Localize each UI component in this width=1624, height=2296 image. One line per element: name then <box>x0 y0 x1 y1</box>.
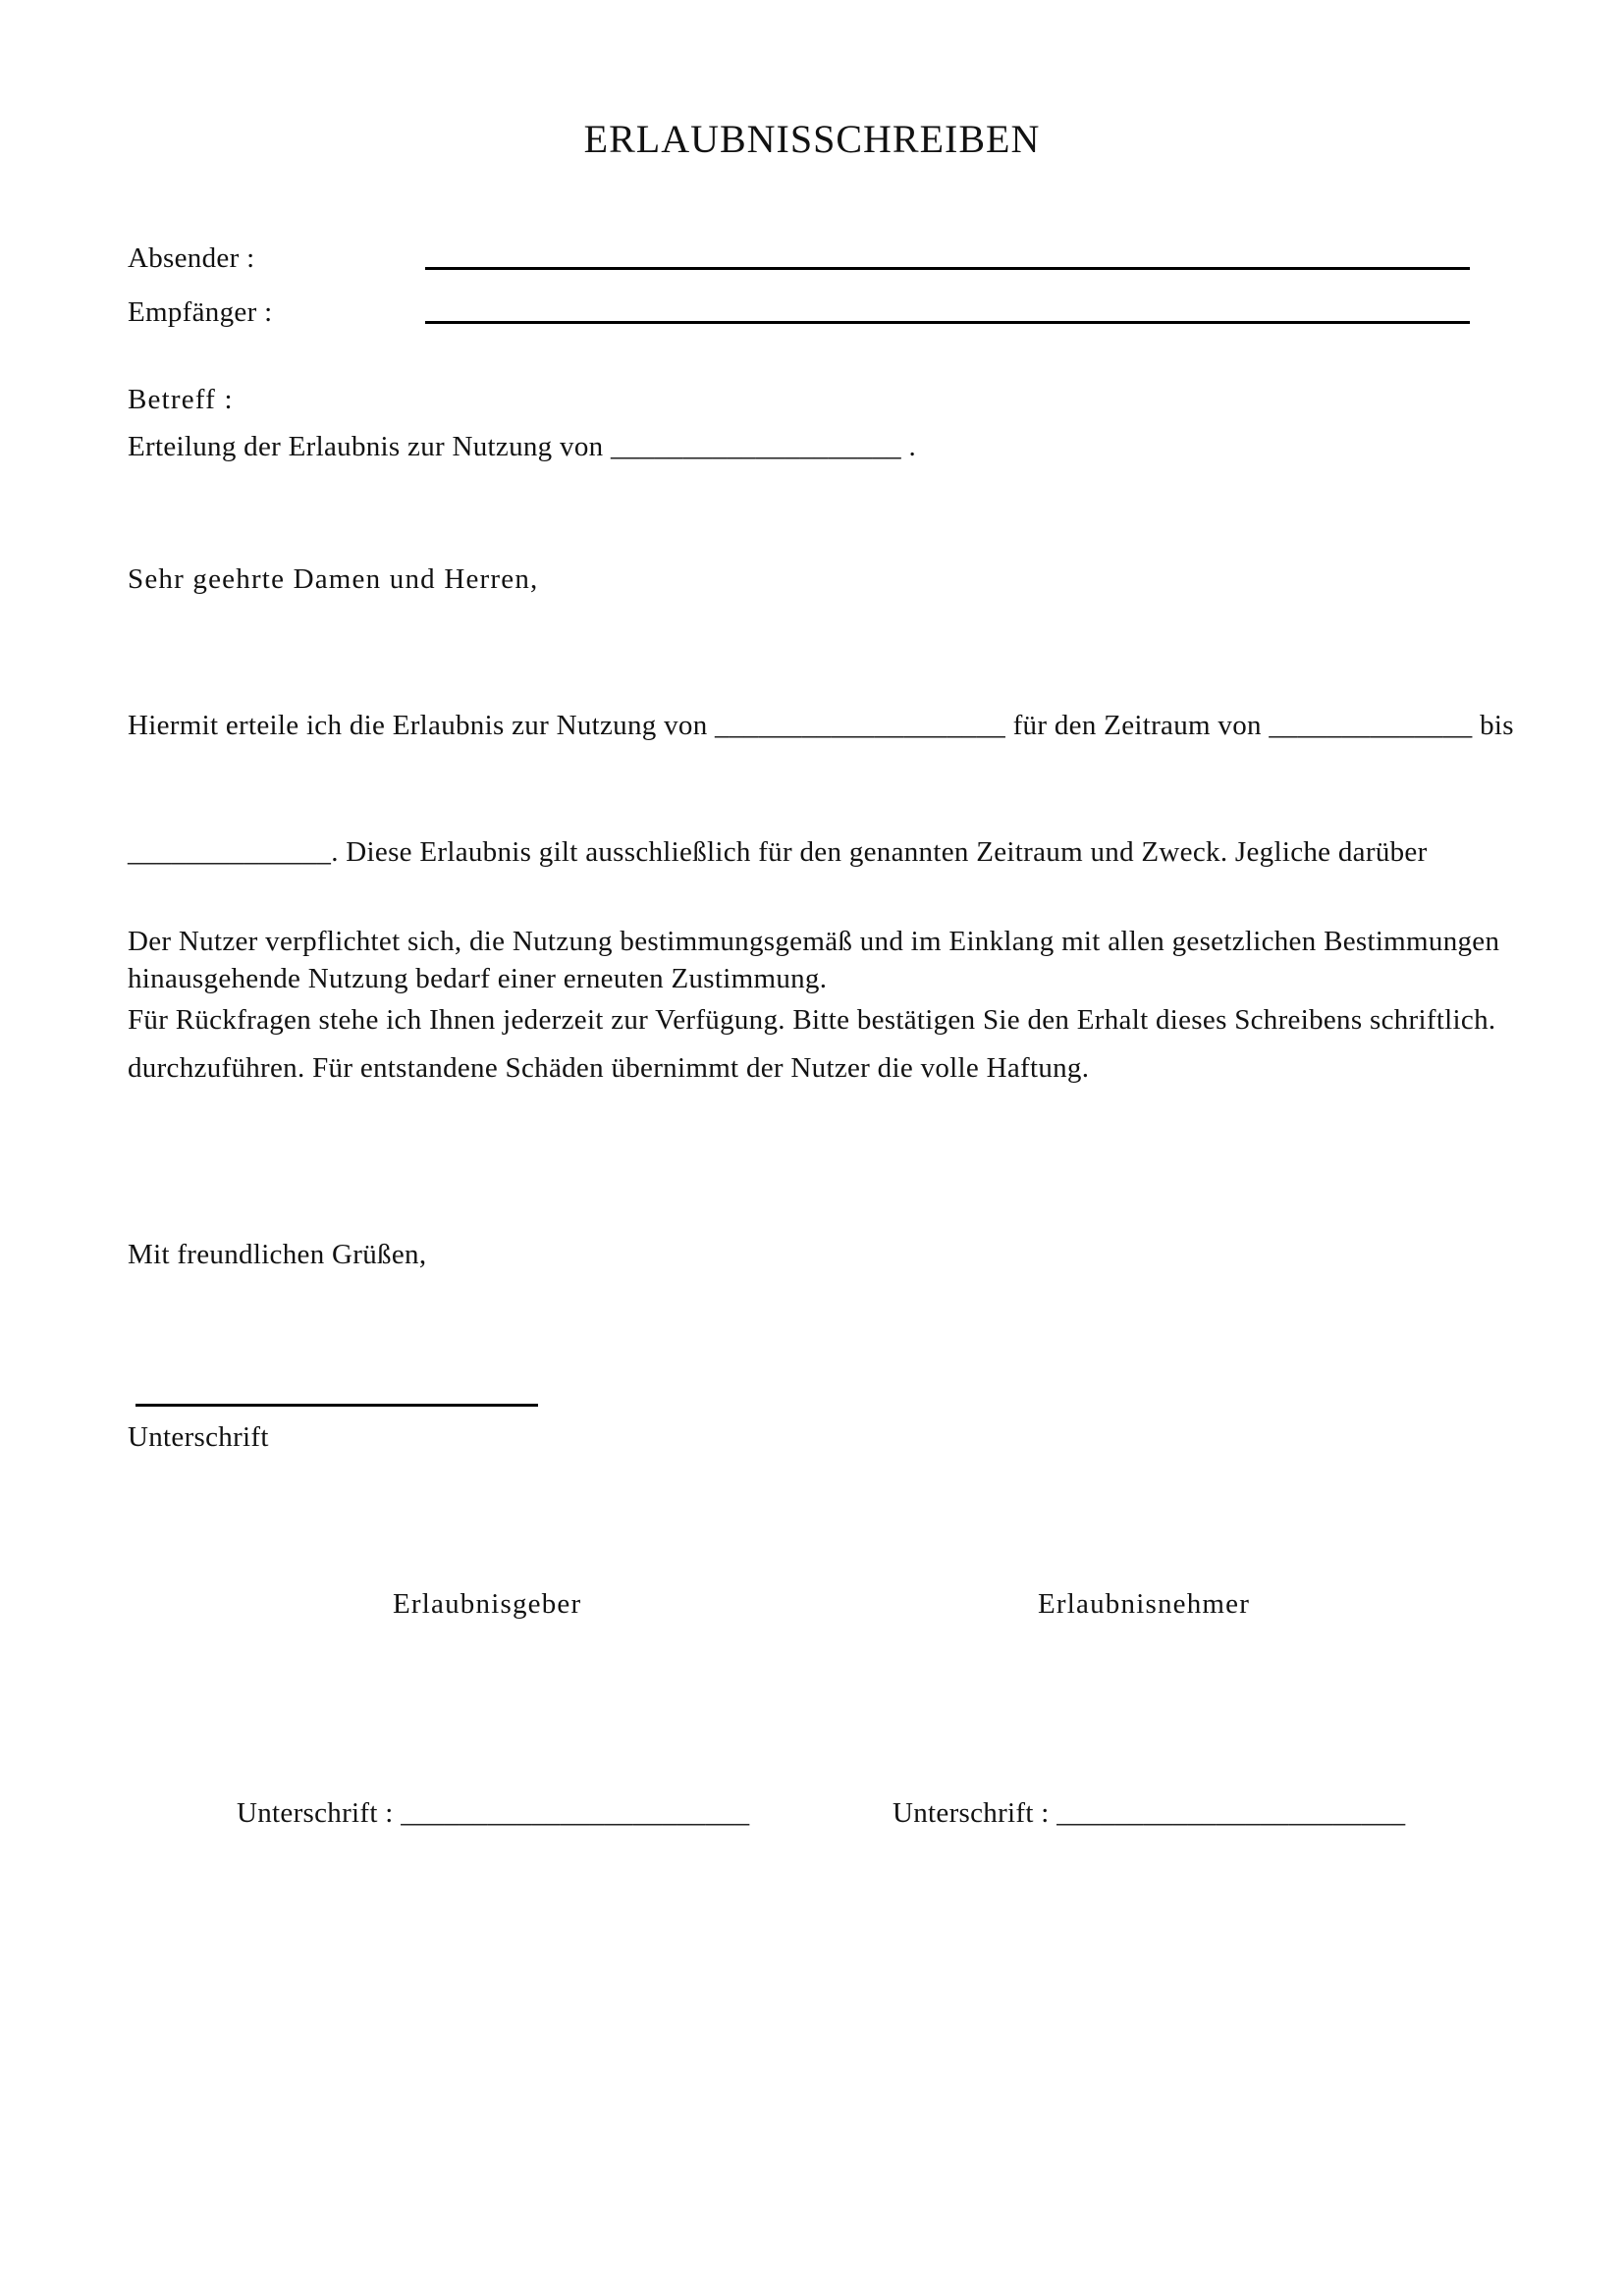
recipient-label: Empfänger : <box>128 296 273 328</box>
sender-label: Absender : <box>128 242 255 274</box>
paragraph-liability-line1: Der Nutzer verpflichtet sich, die Nutzung bestimmungsgemäß und im Einklang mit allen gesetzlichen Bestimmungen <box>128 926 1500 957</box>
closing: Mit freundlichen Grüßen, <box>128 1239 427 1270</box>
grantee-signature-blank[interactable]: ________________________ <box>1056 1797 1406 1829</box>
grantee-signature-label: Unterschrift : <box>893 1797 1050 1829</box>
signature-line[interactable] <box>135 1404 538 1407</box>
subject-line: Erteilung der Erlaubnis zur Nutzung von ____________________ . <box>128 431 917 462</box>
signature-label: Unterschrift <box>128 1421 269 1453</box>
salutation: Sehr geehrte Damen und Herren, <box>128 563 539 595</box>
paragraph-contact: Für Rückfragen stehe ich Ihnen jederzeit zur Verfügung. Bitte bestätigen Sie den Erhalt dieses Schreibens schriftlich. <box>128 1004 1496 1036</box>
recipient-field-line[interactable] <box>425 321 1470 324</box>
grantor-signature-blank[interactable]: ________________________ <box>401 1797 750 1829</box>
grantee-signature-row <box>893 1792 1405 1835</box>
sender-field-line[interactable] <box>425 267 1470 270</box>
subject-label: Betreff : <box>128 384 234 415</box>
grantor-signature-label: Unterschrift : <box>237 1797 394 1829</box>
paragraph-permission-line3: hinausgehende Nutzung bedarf einer erneuten Zustimmung. <box>128 963 828 994</box>
grantor-label: Erlaubnisgeber <box>393 1588 582 1620</box>
paragraph-permission-line1: Hiermit erteile ich die Erlaubnis zur Nutzung von ____________________ für den Zeitraum von ______________ bis <box>128 710 1514 741</box>
paragraph-permission-line2: ______________. Diese Erlaubnis gilt ausschließlich für den genannten Zeitraum und Zweck. Jegliche darüber <box>128 836 1428 868</box>
grantor-signature-row <box>237 1792 749 1835</box>
document-title: ERLAUBNISSCHREIBEN <box>583 117 1041 161</box>
paragraph-liability-line2: durchzuführen. Für entstandene Schäden übernimmt der Nutzer die volle Haftung. <box>128 1052 1090 1084</box>
grantee-label: Erlaubnisnehmer <box>1038 1588 1251 1620</box>
